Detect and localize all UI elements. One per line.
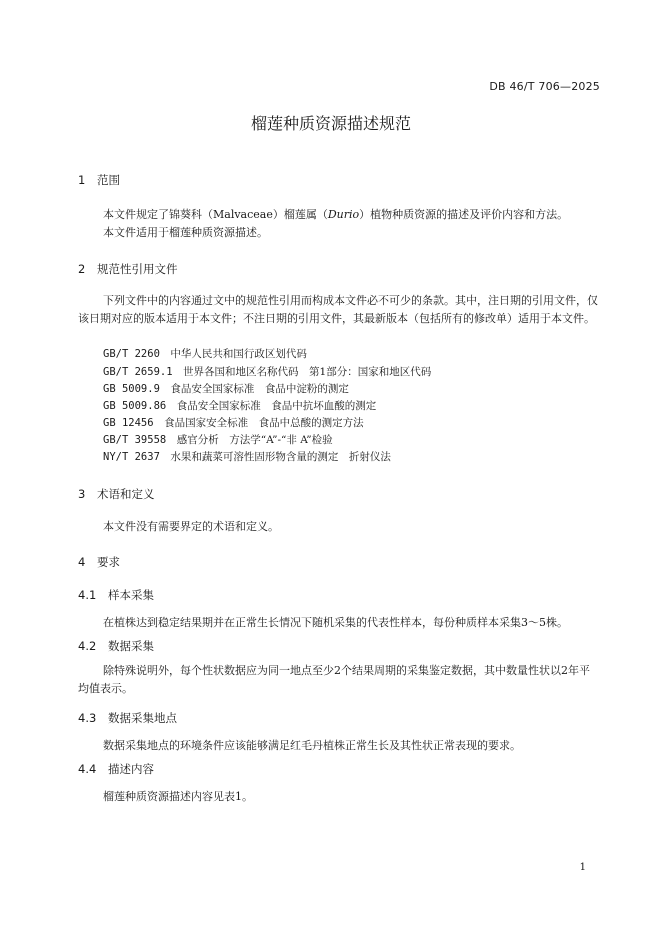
sampling-paragraph: 在植株达到稳定结果期并在正常生长情况下随机采集的代表性样本，每份种质样本采集3～5株。 — [103, 616, 568, 629]
document-number: DB 46/T 706—2025 — [489, 80, 600, 93]
subsection-4-3-heading — [78, 710, 177, 726]
subsection-title: 数据采集 — [108, 639, 154, 653]
references-intro: 下列文件中的内容通过文中的规范性引用而构成本文件必不可少的条款。其中，注日期的引用文件，仅该日期对应的版本适用于本文件；不注日期的引用文件，其最新版本（包括所有的修改单）适用于本文件。 — [78, 294, 598, 325]
reference-item — [103, 449, 391, 464]
reference-name: 食品安全国家标准 食品中抗坏血酸的测定 — [176, 400, 377, 412]
reference-name: 食品国家安全标准 食品中总酸的测定方法 — [164, 417, 364, 429]
reference-code: GB/T 2659.1 — [103, 366, 173, 378]
section-number: 1 — [78, 173, 86, 187]
terms-paragraph: 本文件没有需要界定的术语和定义。 — [103, 520, 279, 533]
reference-code: GB/T 39558 — [103, 434, 167, 446]
section-4-heading — [78, 554, 120, 570]
document-title: 榴莲种质资源描述规范 — [250, 114, 411, 133]
reference-code: GB 5009.86 — [103, 400, 167, 412]
section-number: 2 — [78, 262, 86, 276]
section-number: 3 — [78, 487, 86, 501]
reference-code: GB 12456 — [103, 417, 154, 429]
section-1-heading — [78, 172, 120, 188]
reference-item — [103, 364, 431, 379]
section-title: 术语和定义 — [97, 487, 155, 501]
reference-item — [103, 346, 307, 361]
section-3-heading — [78, 486, 155, 502]
reference-item — [103, 432, 333, 447]
section-title: 要求 — [97, 555, 120, 569]
subsection-number: 4.2 — [78, 639, 97, 653]
reference-code: NY/T 2637 — [103, 451, 160, 463]
section-title: 范围 — [97, 173, 120, 187]
reference-name: 世界各国和地区名称代码 第1部分：国家和地区代码 — [183, 366, 432, 378]
reference-item — [103, 398, 376, 413]
reference-name: 食品安全国家标准 食品中淀粉的测定 — [170, 383, 349, 395]
subsection-title: 样本采集 — [108, 588, 154, 602]
data-collection-paragraph: 除特殊说明外，每个性状数据应为同一地点至少2个结果周期的采集鉴定数据，其中数量性状以2年平均值表示。 — [78, 664, 590, 695]
subsection-number: 4.1 — [78, 588, 97, 602]
scope-text: 本文件规定了锦葵科（Malvaceae）榴莲属（ — [103, 208, 328, 221]
reference-item — [103, 415, 364, 430]
reference-code: GB/T 2260 — [103, 348, 160, 360]
reference-name: 中华人民共和国行政区划代码 — [170, 348, 307, 360]
page-number: 1 — [579, 862, 586, 873]
subsection-4-2-heading — [78, 638, 154, 654]
subsection-number: 4.4 — [78, 762, 97, 776]
reference-name: 水果和蔬菜可溶性固形物含量的测定 折射仪法 — [170, 451, 391, 463]
description-content-paragraph: 榴莲种质资源描述内容见表1。 — [103, 790, 253, 803]
collection-site-paragraph: 数据采集地点的环境条件应该能够满足红毛丹植株正常生长及其性状正常表现的要求。 — [103, 739, 521, 752]
reference-code: GB 5009.9 — [103, 383, 160, 395]
scope-paragraph-2: 本文件适用于榴莲种质资源描述。 — [103, 226, 268, 239]
subsection-title: 数据采集地点 — [108, 711, 177, 725]
section-2-heading — [78, 261, 178, 277]
scope-text: ）植物种质资源的描述及评价内容和方法。 — [359, 208, 569, 221]
subsection-4-4-heading — [78, 761, 154, 777]
subsection-4-1-heading — [78, 587, 154, 603]
reference-item — [103, 381, 349, 396]
genus-italic: Durio — [327, 208, 360, 221]
subsection-title: 描述内容 — [108, 762, 154, 776]
subsection-number: 4.3 — [78, 711, 97, 725]
reference-name: 感官分析 方法学“A”-“非 A”检验 — [176, 434, 333, 446]
section-number: 4 — [78, 555, 86, 569]
scope-paragraph-1 — [103, 206, 568, 222]
section-title: 规范性引用文件 — [97, 262, 178, 276]
